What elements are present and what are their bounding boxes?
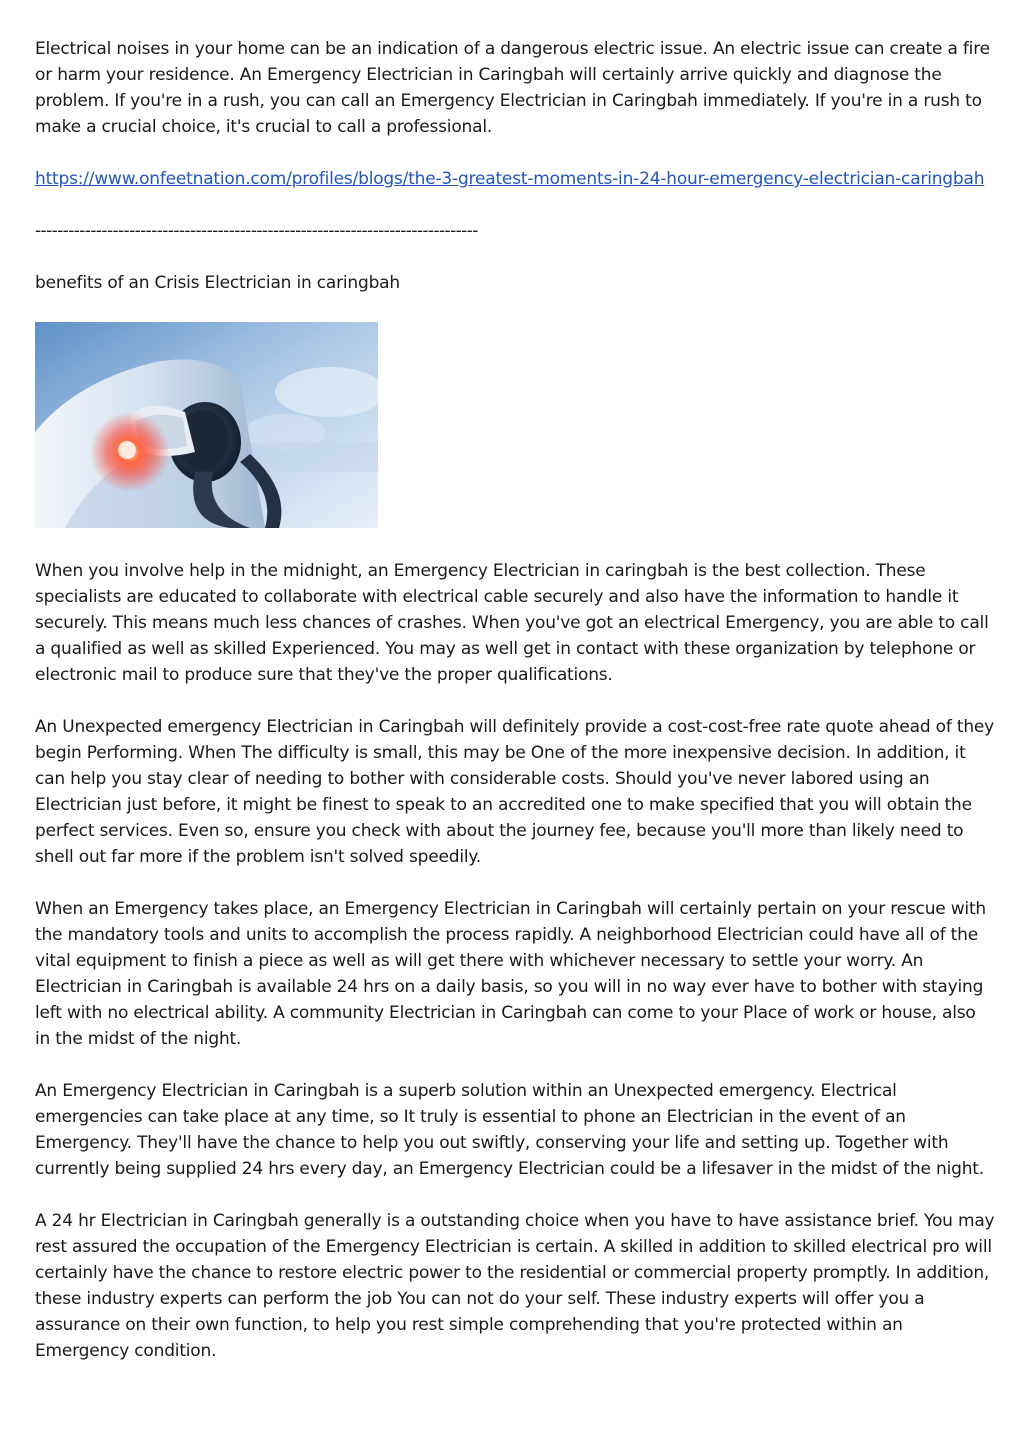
intro-paragraph: Electrical noises in your home can be an indication of a dangerous electric issue. An electric issue can create a fire or harm your residence. An Emergency Electrician in Caringbah will certainly arrive quickly and diagnose the problem. If you're in a rush, you can call an Emergency Electrician in Caringbah immediately. If you're in a rush to make a crucial choice, it's crucial to call a professional.: [35, 39, 990, 137]
blog-link[interactable]: https://www.onfeetnation.com/profiles/blogs/the-3-greatest-moments-in-24-hour-emergency-electrician-caringbah: [35, 169, 985, 189]
body-paragraph-3: When an Emergency takes place, an Emergency Electrician in Caringbah will certainly pertain on your rescue with the mandatory tools and units to accomplish the process rapidly. A neighborhood Electrician could have all of the vital equipment to finish a piece as well as will get there with whichever necessary to settle your worry. An Electrician in Caringbah is available 24 hrs on a daily basis, so you will in no way ever have to bother with staying left with no electrical ability. A community Electrician in Caringbah can come to your Place of work or house, also in the midst of the night.: [35, 899, 986, 1049]
section-subheading: benefits of an Crisis Electrician in caringbah: [35, 273, 400, 293]
body-paragraph-1: When you involve help in the midnight, an Emergency Electrician in caringbah is the best collection. These specialists are educated to collaborate with electrical cable securely and also have the information to handle it securely. This means much less chances of crashes. When you've got an electrical Emergency, you are able to call a qualified as well as skilled Experienced. You may as well get in contact with these organization by telephone or electronic mail to produce sure that they've the proper qualifications.: [35, 561, 989, 685]
body-paragraph-2: An Unexpected emergency Electrician in Caringbah will definitely provide a cost-cost-free rate quote ahead of they begin Performing. When The difficulty is small, this may be One of the more inexpensive decision. In addition, it can help you stay clear of needing to bother with considerable costs. Should you've never labored using an Electrician just before, it might be finest to speak to an accredited one to make specified that you will obtain the perfect services. Even so, ensure you check with about the journey fee, because you'll more than likely need to shell out far more if the problem isn't solved speedily.: [35, 717, 995, 867]
ev-charging-photo: [35, 322, 378, 528]
body-paragraph-5: A 24 hr Electrician in Caringbah generally is a outstanding choice when you have to have assistance brief. You may rest assured the occupation of the Emergency Electrician is certain. A skilled in addition to skilled electrical pro will certainly have the chance to restore electric power to the residential or commercial property promptly. In addition, these industry experts can perform the job You can not do your self. These industry experts will offer you a assurance on their own function, to help you rest simple comprehending that you're protected within an Emergency condition.: [35, 1211, 995, 1361]
ev-charging-illustration: [35, 322, 378, 528]
divider-line: --------------------------------------------------------------------------------: [35, 221, 478, 241]
document-page: [35, 36, 995, 1390]
link-block: [35, 166, 995, 192]
body-paragraph-4: An Emergency Electrician in Caringbah is a superb solution within an Unexpected emergency. Electrical emergencies can take place at any time, so It truly is essential to phone an Electrician in the event of an Emergency. They'll have the chance to help you out swiftly, conserving your life and setting up. Together with currently being supplied 24 hrs every day, an Emergency Electrician could be a lifesaver in the midst of the night.: [35, 1081, 984, 1179]
